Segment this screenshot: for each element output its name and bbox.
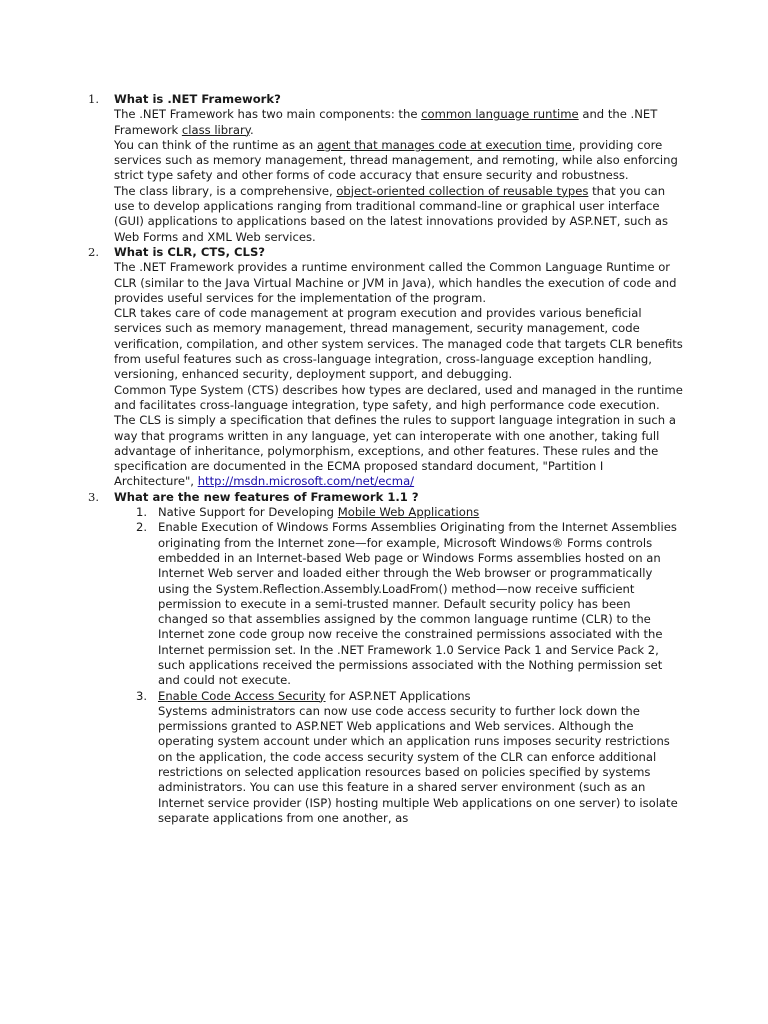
- underlined-term: Enable Code Access Security: [158, 688, 326, 703]
- paragraph: CLR takes care of code management at program execution and provides various beneficial services such as memory management, thread management, security management, code verification, compilation, and other system services. The managed code that targets CLR benefits from useful features such as cross-language integration, cross-language exception handling, versioning, enhanced security, deployment support, and debugging.: [114, 306, 683, 382]
- sub-item-text: Enable Execution of Windows Forms Assemblies Originating from the Internet Assemblies originating from the Internet zone—for example, Microsoft Windows® Forms controls embedded in an Internet-based Web page or Windows Forms assemblies hosted on an Internet Web server and loaded either through the Web browser or programmatically using the System.Reflection.Assembly.LoadFrom() method—now receive sufficient permission to execute in a semi-trusted manner. Default security policy has been changed so that assemblies assigned by the common language runtime (CLR) to the Internet zone code group now receive the constrained permissions associated with the Internet permission set. In the .NET Framework 1.0 Service Pack 1 and Service Pack 2, such applications received the permissions associated with the Nothing permission set and could not execute.: [158, 520, 677, 688]
- question-heading: What is CLR, CTS, CLS?: [114, 244, 266, 259]
- sub-list-item: 1. Native Support for Developing Mobile Web Applications: [136, 505, 480, 520]
- item-number: 1.: [88, 92, 100, 106]
- paragraph: The CLS is simply a specification that defines the rules to support language integration in such a way that programs written in any language, yet can interoperate with one another, taking full advantage of inheritance, polymorphism, exceptions, and other features. These rules and the specification are documented in the ECMA proposed standard document, "Partition I Architecture", http://msdn.microsoft.com/net/ecma/: [114, 413, 676, 489]
- sub-item-number: 3.: [136, 688, 148, 703]
- paragraph: Common Type System (CTS) describes how types are declared, used and managed in the runtime and facilitates cross-language integration, type safety, and high performance code execution.: [114, 382, 683, 412]
- ecma-link[interactable]: http://msdn.microsoft.com/net/ecma/: [197, 474, 415, 489]
- sub-item-number: 1.: [136, 505, 148, 520]
- paragraph: Systems administrators can now use code access security to further lock down the permissions granted to ASP.NET Web applications and Web services. Although the operating system account under which an application runs imposes security restrictions on the application, the code access security system of the CLR can enforce additional restrictions on selected application resources based on policies specified by systems administrators. You can use this feature in a shared server environment (such as an Internet service provider (ISP) hosting multiple Web applications on one server) to isolate separate applications from one another, as: [158, 703, 678, 825]
- faq-item-1: [0, 92, 684, 245]
- underlined-term: common language runtime: [421, 107, 579, 122]
- paragraph: The class library, is a comprehensive, object-oriented collection of reusable types that you can use to develop applications ranging from traditional command-line or graphical user interface (GUI) applications to applications based on the latest innovations provided by ASP.NET, such as Web Forms and XML Web services.: [114, 183, 669, 244]
- item-number: 3.: [88, 489, 100, 504]
- document-page: [0, 92, 768, 826]
- question-heading: What is .NET Framework?: [114, 92, 281, 106]
- sub-list-item: [114, 520, 684, 688]
- paragraph: You can think of the runtime as an agent that manages code at execution time, providing core services such as memory management, thread management, and remoting, while also enforcing strict type safety and other forms of code accuracy that ensure security and robustness.: [114, 137, 678, 183]
- underlined-term: Mobile Web Applications: [337, 505, 480, 520]
- sub-item-number: 2.: [136, 520, 148, 535]
- question-heading: What are the new features of Framework 1.1 ?: [114, 489, 419, 504]
- underlined-term: object-oriented collection of reusable types: [336, 183, 589, 198]
- sub-list-item: 3. Enable Code Access Security for ASP.NET Applications Systems administrators can now use code access security to further lock down the permissions granted to ASP.NET Web applications and Web services. Although the operating system account under which an application runs imposes security restrictions on the application, the code access security system of the CLR can enforce additional restrictions on selected application resources based on policies specified by systems administrators. You can use this feature in a shared server environment (such as an Internet service provider (ISP) hosting multiple Web applications on one server) to isolate separate applications from one another, as: [114, 689, 684, 827]
- faq-item-3: [0, 490, 684, 827]
- item-number: 2.: [88, 244, 100, 259]
- paragraph: The .NET Framework has two main components: the common language runtime and the .NET Framework class library.: [114, 107, 658, 137]
- paragraph: The .NET Framework provides a runtime environment called the Common Language Runtime or CLR (similar to the Java Virtual Machine or JVM in Java), which handles the execution of code and provides useful services for the implementation of the program.: [114, 260, 677, 305]
- faq-item-2: [0, 245, 684, 490]
- underlined-term: class library: [181, 122, 250, 137]
- underlined-term: agent that manages code at execution time: [316, 137, 572, 152]
